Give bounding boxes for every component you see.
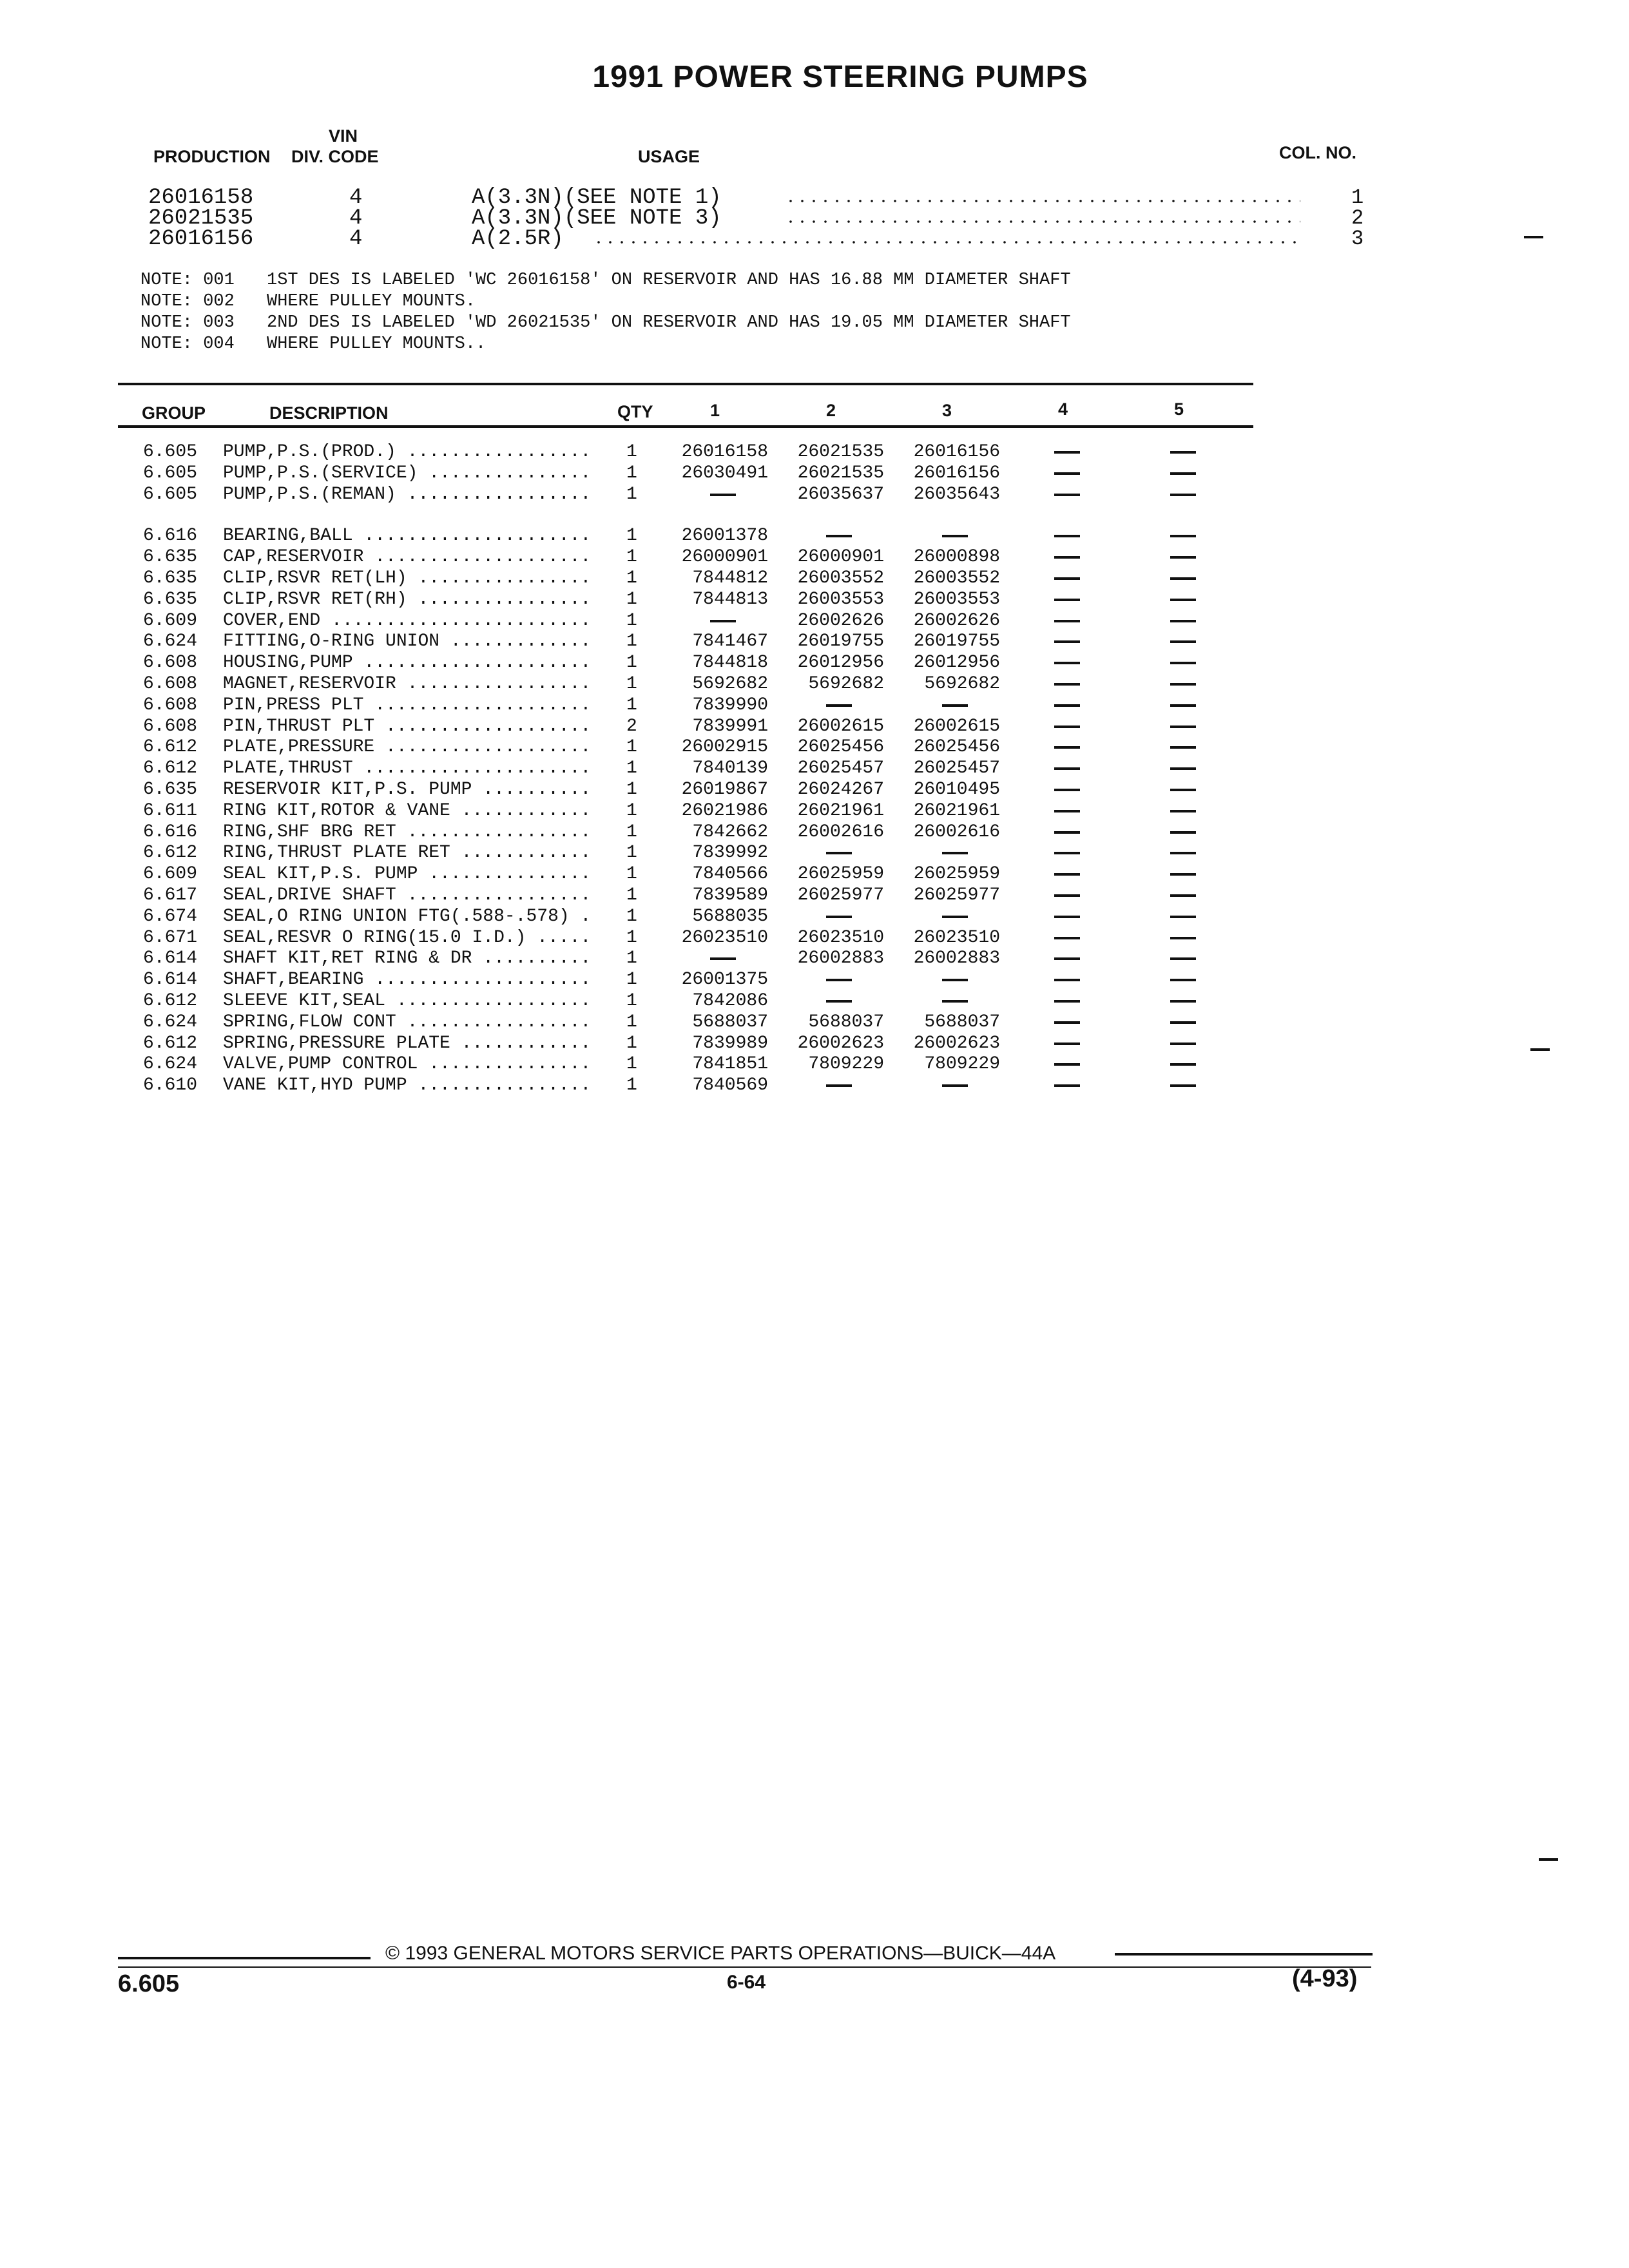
part-number-col-3: 26010495 — [913, 780, 1000, 800]
part-description: PUMP,P.S.(REMAN) ................. — [223, 484, 592, 505]
not-applicable-dash — [1170, 640, 1196, 643]
part-description: VALVE,PUMP CONTROL ............... — [223, 1054, 592, 1075]
not-applicable-dash — [1054, 556, 1080, 559]
part-number-col-1: 26000901 — [681, 547, 768, 568]
part-description: MAGNET,RESERVOIR ................. — [223, 674, 592, 694]
group-code: 6.617 — [143, 885, 198, 905]
part-number-col-3: 26002616 — [913, 822, 1000, 842]
part-number-col-3: 26002626 — [913, 610, 1000, 631]
not-applicable-dash — [1054, 746, 1080, 749]
part-description: RESERVOIR KIT,P.S. PUMP .......... — [223, 780, 592, 800]
group-code: 6.635 — [143, 568, 198, 588]
not-applicable-dash — [942, 852, 968, 854]
group-column-header: GROUP — [142, 403, 206, 423]
not-applicable-dash — [1054, 599, 1080, 601]
part-number-col-3: 26000898 — [913, 547, 1000, 568]
not-applicable-dash — [1054, 640, 1080, 643]
part-number-col-1: 26001378 — [681, 526, 768, 546]
not-applicable-dash — [1170, 916, 1196, 918]
group-code: 6.671 — [143, 927, 198, 948]
part-number-col-1: 26021986 — [681, 800, 768, 821]
not-applicable-dash — [1170, 810, 1196, 812]
div-code-header: DIV. CODE — [291, 147, 379, 166]
not-applicable-dash — [1170, 894, 1196, 897]
group-code: 6.612 — [143, 843, 198, 863]
not-applicable-dash — [1170, 1084, 1196, 1087]
not-applicable-dash — [1054, 894, 1080, 897]
group-code: 6.605 — [143, 442, 198, 462]
part-number-col-1: 26023510 — [681, 927, 768, 948]
part-number-col-1: 5692682 — [692, 674, 768, 694]
part-number-col-1: 26016158 — [681, 442, 768, 462]
quantity: 1 — [626, 948, 637, 969]
not-applicable-dash — [826, 852, 852, 854]
edge-mark — [1539, 1858, 1558, 1861]
not-applicable-dash — [1170, 1000, 1196, 1003]
not-applicable-dash — [1170, 577, 1196, 580]
quantity: 1 — [626, 695, 637, 715]
not-applicable-dash — [942, 1084, 968, 1087]
quantity: 1 — [626, 1054, 637, 1075]
not-applicable-dash — [710, 620, 736, 622]
group-code: 6.674 — [143, 906, 198, 927]
not-applicable-dash — [942, 916, 968, 918]
quantity: 1 — [626, 653, 637, 673]
note-text: 2ND DES IS LABELED 'WD 26021535' ON RESERVOIR AND HAS 19.05 MM DIAMETER SHAFT — [267, 313, 1071, 332]
usage-text: A(3.3N)(SEE NOTE 1) — [472, 186, 722, 210]
not-applicable-dash — [942, 979, 968, 981]
group-code: 6.605 — [143, 463, 198, 483]
part-description: SHAFT,BEARING .................... — [223, 970, 592, 990]
part-number-col-2: 26021535 — [797, 463, 884, 483]
revision-date: (4-93) — [1292, 1965, 1358, 1992]
not-applicable-dash — [1170, 620, 1196, 622]
not-applicable-dash — [1054, 662, 1080, 664]
part-description: SEAL,O RING UNION FTG(.588-.578) . — [223, 906, 592, 927]
part-number-col-1: 7839990 — [692, 695, 768, 715]
part-number-col-2: 26002623 — [797, 1033, 884, 1053]
note-label: NOTE: 004 — [140, 334, 235, 354]
not-applicable-dash — [710, 957, 736, 960]
part-number-col-3: 7809229 — [924, 1054, 1000, 1075]
quantity: 2 — [626, 716, 637, 736]
not-applicable-dash — [1054, 726, 1080, 728]
footer-bottom-rule — [118, 1966, 1371, 1968]
part-description: SPRING,PRESSURE PLATE ............ — [223, 1033, 592, 1053]
part-description: SEAL,DRIVE SHAFT ................. — [223, 885, 592, 905]
quantity: 1 — [626, 442, 637, 462]
part-description: RING,SHF BRG RET ................. — [223, 822, 592, 842]
part-number-col-3: 26035643 — [913, 484, 1000, 505]
part-number-col-2: 26021961 — [797, 800, 884, 821]
not-applicable-dash — [1170, 767, 1196, 770]
not-applicable-dash — [1054, 704, 1080, 707]
part-number-col-3: 26025959 — [913, 864, 1000, 885]
column-number: 1 — [1351, 186, 1364, 209]
part-number-col-3: 26002623 — [913, 1033, 1000, 1053]
section-number: 6.605 — [118, 1970, 180, 1997]
part-number-col-2: 26024267 — [797, 780, 884, 800]
part-number-col-3: 26016156 — [913, 442, 1000, 462]
quantity: 1 — [626, 780, 637, 800]
not-applicable-dash — [1054, 937, 1080, 939]
not-applicable-dash — [1170, 556, 1196, 559]
production-number: 26016156 — [148, 227, 254, 251]
quantity: 1 — [626, 484, 637, 505]
note-text: WHERE PULLEY MOUNTS.. — [267, 334, 487, 354]
group-code: 6.608 — [143, 695, 198, 715]
part-number-col-1: 7840569 — [692, 1075, 768, 1096]
not-applicable-dash — [826, 1000, 852, 1003]
not-applicable-dash — [1054, 472, 1080, 475]
part-description: PUMP,P.S.(PROD.) ................. — [223, 442, 592, 462]
part-description: VANE KIT,HYD PUMP ................ — [223, 1075, 592, 1096]
dot-leader — [593, 241, 1302, 244]
not-applicable-dash — [1054, 451, 1080, 454]
part-number-col-2: 5688037 — [808, 1012, 884, 1032]
part-number-col-1: 7842662 — [692, 822, 768, 842]
col-no-header: COL. NO. — [1279, 143, 1356, 162]
not-applicable-dash — [1170, 662, 1196, 664]
part-number-col-1: 7844812 — [692, 568, 768, 588]
quantity: 1 — [626, 927, 637, 948]
quantity: 1 — [626, 885, 637, 905]
group-code: 6.616 — [143, 526, 198, 546]
usage-header: USAGE — [638, 147, 700, 166]
group-code: 6.609 — [143, 864, 198, 885]
page-title: 1991 POWER STEERING PUMPS — [592, 60, 1088, 94]
part-description: SEAL,RESVR O RING(15.0 I.D.) ..... — [223, 927, 592, 948]
part-number-col-3: 26016156 — [913, 463, 1000, 483]
note-label: NOTE: 002 — [140, 292, 235, 311]
not-applicable-dash — [1170, 451, 1196, 454]
group-code: 6.612 — [143, 991, 198, 1011]
part-number-col-1: 7840139 — [692, 758, 768, 779]
production-header: PRODUCTION — [153, 147, 271, 166]
not-applicable-dash — [1054, 577, 1080, 580]
part-number-col-3: 26012956 — [913, 653, 1000, 673]
not-applicable-dash — [1054, 1063, 1080, 1066]
not-applicable-dash — [1170, 789, 1196, 791]
quantity: 1 — [626, 463, 637, 483]
not-applicable-dash — [1054, 1000, 1080, 1003]
not-applicable-dash — [1170, 979, 1196, 981]
part-number-col-1: 5688035 — [692, 906, 768, 927]
quantity: 1 — [626, 1033, 637, 1053]
not-applicable-dash — [1054, 620, 1080, 622]
not-applicable-dash — [826, 704, 852, 707]
group-code: 6.635 — [143, 589, 198, 610]
not-applicable-dash — [1170, 1021, 1196, 1024]
group-code: 6.612 — [143, 737, 198, 758]
part-number-col-1: 7841467 — [692, 631, 768, 652]
part-description: PLATE,PRESSURE ................... — [223, 737, 592, 758]
part-description: BEARING,BALL ..................... — [223, 526, 592, 546]
production-number: 26016158 — [148, 186, 254, 210]
table-top-rule — [118, 383, 1253, 385]
edge-mark — [1524, 236, 1543, 238]
part-description: RING,THRUST PLATE RET ............ — [223, 843, 592, 863]
group-code: 6.611 — [143, 800, 198, 821]
quantity: 1 — [626, 737, 637, 758]
quantity: 1 — [626, 547, 637, 568]
part-number-col-1: 7841851 — [692, 1054, 768, 1075]
not-applicable-dash — [1054, 535, 1080, 537]
not-applicable-dash — [1054, 767, 1080, 770]
group-code: 6.624 — [143, 631, 198, 652]
part-number-col-2: 5692682 — [808, 674, 884, 694]
part-number-col-1: 7844818 — [692, 653, 768, 673]
part-number-col-3: 5692682 — [924, 674, 1000, 694]
not-applicable-dash — [1170, 494, 1196, 496]
not-applicable-dash — [942, 1000, 968, 1003]
dot-leader — [785, 200, 1300, 202]
group-code: 6.610 — [143, 1075, 198, 1096]
quantity: 1 — [626, 631, 637, 652]
part-number-col-1: 7842086 — [692, 991, 768, 1011]
not-applicable-dash — [1170, 704, 1196, 707]
quantity: 1 — [626, 970, 637, 990]
part-number-col-3: 26025457 — [913, 758, 1000, 779]
col-1-header: 1 — [710, 401, 720, 420]
part-number-col-2: 26025977 — [797, 885, 884, 905]
part-description: PLATE,THRUST ..................... — [223, 758, 592, 779]
not-applicable-dash — [942, 704, 968, 707]
col-3-header: 3 — [942, 401, 952, 420]
not-applicable-dash — [1170, 726, 1196, 728]
part-number-col-1: 26002915 — [681, 737, 768, 758]
part-description: COVER,END ........................ — [223, 610, 592, 631]
quantity: 1 — [626, 864, 637, 885]
part-description: CAP,RESERVOIR .................... — [223, 547, 592, 568]
not-applicable-dash — [1170, 873, 1196, 876]
quantity: 1 — [626, 758, 637, 779]
group-code: 6.624 — [143, 1054, 198, 1075]
part-number-col-2: 26025456 — [797, 737, 884, 758]
note-label: NOTE: 003 — [140, 313, 235, 332]
part-number-col-3: 26023510 — [913, 927, 1000, 948]
not-applicable-dash — [1054, 1084, 1080, 1087]
part-number-col-2: 26002615 — [797, 716, 884, 736]
part-number-col-3: 5688037 — [924, 1012, 1000, 1032]
group-code: 6.614 — [143, 970, 198, 990]
part-description: SEAL KIT,P.S. PUMP ............... — [223, 864, 592, 885]
not-applicable-dash — [1170, 937, 1196, 939]
not-applicable-dash — [826, 1084, 852, 1087]
vin-header: VIN — [329, 126, 358, 146]
part-number-col-2: 26012956 — [797, 653, 884, 673]
not-applicable-dash — [1054, 979, 1080, 981]
not-applicable-dash — [1170, 535, 1196, 537]
not-applicable-dash — [1170, 1043, 1196, 1045]
part-number-col-3: 26025977 — [913, 885, 1000, 905]
group-code: 6.612 — [143, 1033, 198, 1053]
quantity: 1 — [626, 568, 637, 588]
dot-leader — [785, 220, 1300, 223]
quantity: 1 — [626, 674, 637, 694]
quantity: 1 — [626, 906, 637, 927]
div-code: 4 — [349, 186, 363, 210]
not-applicable-dash — [1054, 494, 1080, 496]
not-applicable-dash — [1170, 957, 1196, 960]
part-description: SHAFT KIT,RET RING & DR .......... — [223, 948, 592, 969]
group-code: 6.614 — [143, 948, 198, 969]
part-number-col-1: 7839991 — [692, 716, 768, 736]
not-applicable-dash — [1054, 831, 1080, 834]
not-applicable-dash — [1054, 873, 1080, 876]
col-4-header: 4 — [1058, 399, 1068, 419]
part-number-col-3: 26025456 — [913, 737, 1000, 758]
not-applicable-dash — [710, 494, 736, 496]
part-description: SPRING,FLOW CONT ................. — [223, 1012, 592, 1032]
part-number-col-1: 5688037 — [692, 1012, 768, 1032]
group-code: 6.609 — [143, 610, 198, 631]
quantity: 1 — [626, 1012, 637, 1032]
not-applicable-dash — [1054, 810, 1080, 812]
note-text: WHERE PULLEY MOUNTS. — [267, 292, 476, 311]
part-number-col-1: 7839589 — [692, 885, 768, 905]
part-description: PUMP,P.S.(SERVICE) ............... — [223, 463, 592, 483]
part-description: HOUSING,PUMP ..................... — [223, 653, 592, 673]
not-applicable-dash — [826, 535, 852, 537]
part-number-col-1: 26001375 — [681, 970, 768, 990]
group-code: 6.612 — [143, 758, 198, 779]
column-number: 3 — [1351, 227, 1364, 251]
part-description: RING KIT,ROTOR & VANE ............ — [223, 800, 592, 821]
part-number-col-2: 26021535 — [797, 442, 884, 462]
not-applicable-dash — [1170, 599, 1196, 601]
page-number: 6-64 — [727, 1972, 766, 1993]
note-text: 1ST DES IS LABELED 'WC 26016158' ON RESERVOIR AND HAS 16.88 MM DIAMETER SHAFT — [267, 271, 1071, 290]
part-number-col-2: 26003553 — [797, 589, 884, 610]
group-code: 6.624 — [143, 1012, 198, 1032]
group-code: 6.605 — [143, 484, 198, 505]
copyright-line: © 1993 GENERAL MOTORS SERVICE PARTS OPERATIONS—BUICK—44A — [385, 1943, 1056, 1964]
part-number-col-2: 26002616 — [797, 822, 884, 842]
div-code: 4 — [349, 206, 363, 231]
part-number-col-1: 7844813 — [692, 589, 768, 610]
col-2-header: 2 — [826, 401, 836, 420]
not-applicable-dash — [1054, 1043, 1080, 1045]
part-description: FITTING,O-RING UNION ............. — [223, 631, 592, 652]
not-applicable-dash — [1170, 831, 1196, 834]
quantity: 1 — [626, 589, 637, 610]
not-applicable-dash — [1170, 746, 1196, 749]
footer-right-rule — [1115, 1953, 1373, 1956]
not-applicable-dash — [1170, 683, 1196, 686]
usage-text: A(3.3N)(SEE NOTE 3) — [472, 206, 722, 231]
part-number-col-3: 26003553 — [913, 589, 1000, 610]
description-column-header: DESCRIPTION — [269, 403, 389, 423]
part-number-col-2: 26019755 — [797, 631, 884, 652]
group-code: 6.616 — [143, 822, 198, 842]
group-code: 6.635 — [143, 780, 198, 800]
part-number-col-2: 26002626 — [797, 610, 884, 631]
part-number-col-1: 26019867 — [681, 780, 768, 800]
part-number-col-2: 26035637 — [797, 484, 884, 505]
quantity: 1 — [626, 1075, 637, 1096]
note-label: NOTE: 001 — [140, 271, 235, 290]
part-number-col-3: 26021961 — [913, 800, 1000, 821]
part-number-col-2: 26025959 — [797, 864, 884, 885]
part-number-col-2: 26023510 — [797, 927, 884, 948]
not-applicable-dash — [942, 535, 968, 537]
not-applicable-dash — [1054, 1021, 1080, 1024]
part-number-col-3: 26002883 — [913, 948, 1000, 969]
quantity: 1 — [626, 991, 637, 1011]
part-number-col-2: 26000901 — [797, 547, 884, 568]
column-number: 2 — [1351, 206, 1364, 230]
part-number-col-3: 26019755 — [913, 631, 1000, 652]
part-number-col-3: 26002615 — [913, 716, 1000, 736]
part-number-col-2: 7809229 — [808, 1054, 884, 1075]
not-applicable-dash — [1170, 1063, 1196, 1066]
not-applicable-dash — [826, 916, 852, 918]
usage-text: A(2.5R) — [472, 227, 564, 251]
quantity: 1 — [626, 610, 637, 631]
part-number-col-2: 26003552 — [797, 568, 884, 588]
part-description: PIN,PRESS PLT .................... — [223, 695, 592, 715]
part-number-col-1: 7839992 — [692, 843, 768, 863]
group-code: 6.635 — [143, 547, 198, 568]
not-applicable-dash — [826, 979, 852, 981]
part-number-col-2: 26002883 — [797, 948, 884, 969]
div-code: 4 — [349, 227, 363, 251]
table-header-rule — [118, 425, 1253, 428]
part-number-col-3: 26003552 — [913, 568, 1000, 588]
not-applicable-dash — [1054, 916, 1080, 918]
group-code: 6.608 — [143, 674, 198, 694]
not-applicable-dash — [1054, 789, 1080, 791]
part-description: CLIP,RSVR RET(RH) ................ — [223, 589, 592, 610]
part-description: PIN,THRUST PLT ................... — [223, 716, 592, 736]
part-number-col-1: 26030491 — [681, 463, 768, 483]
qty-column-header: QTY — [617, 402, 653, 421]
production-number: 26021535 — [148, 206, 254, 231]
col-5-header: 5 — [1174, 399, 1184, 419]
group-code: 6.608 — [143, 716, 198, 736]
part-number-col-1: 7839989 — [692, 1033, 768, 1053]
edge-mark — [1530, 1048, 1550, 1051]
part-description: CLIP,RSVR RET(LH) ................ — [223, 568, 592, 588]
quantity: 1 — [626, 843, 637, 863]
part-number-col-1: 7840566 — [692, 864, 768, 885]
part-number-col-2: 26025457 — [797, 758, 884, 779]
quantity: 1 — [626, 822, 637, 842]
not-applicable-dash — [1170, 852, 1196, 854]
not-applicable-dash — [1054, 957, 1080, 960]
quantity: 1 — [626, 526, 637, 546]
group-code: 6.608 — [143, 653, 198, 673]
part-description: SLEEVE KIT,SEAL .................. — [223, 991, 592, 1011]
not-applicable-dash — [1054, 852, 1080, 854]
not-applicable-dash — [1054, 683, 1080, 686]
quantity: 1 — [626, 800, 637, 821]
not-applicable-dash — [1170, 472, 1196, 475]
footer-left-rule — [118, 1957, 371, 1959]
